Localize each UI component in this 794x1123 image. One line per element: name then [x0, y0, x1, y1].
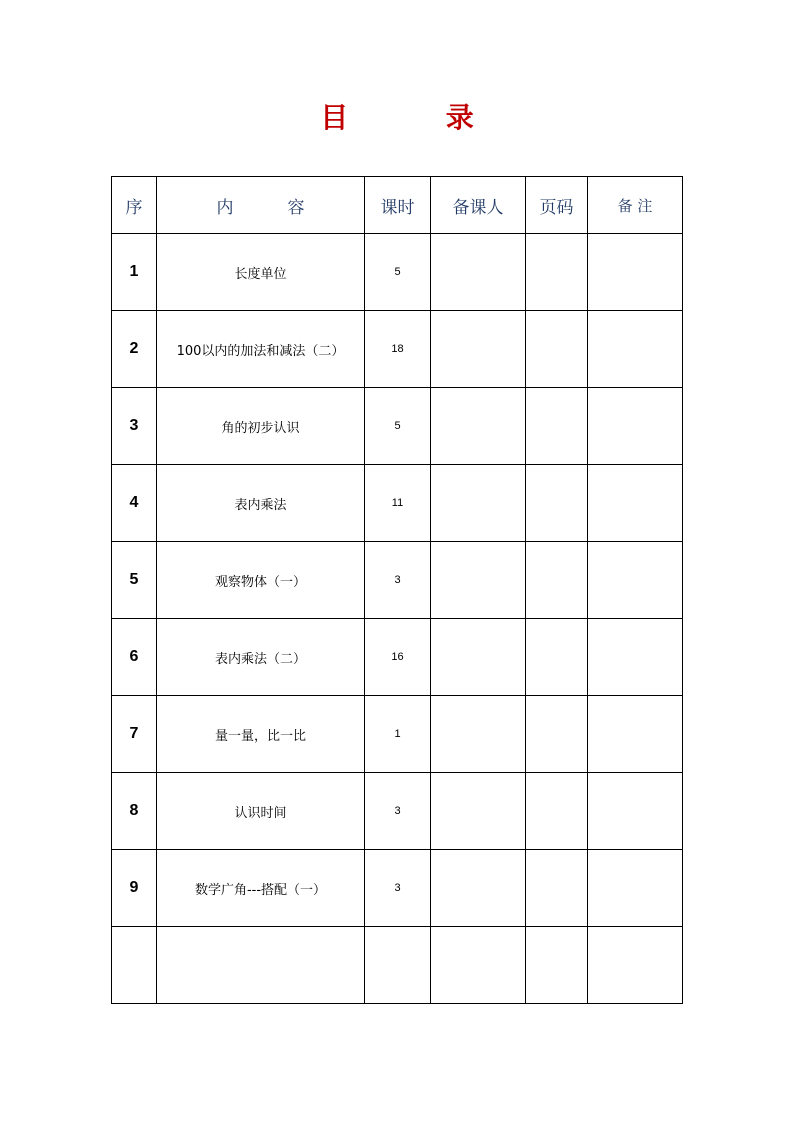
cell-seq: 2 — [112, 311, 157, 388]
cell-seq: 1 — [112, 234, 157, 311]
page-title: 目 录 — [320, 101, 474, 134]
cell-seq — [112, 927, 157, 1004]
header-note: 备 注 — [588, 177, 683, 234]
table-row — [112, 542, 683, 619]
cell-preparer — [431, 234, 526, 311]
table-row — [112, 311, 683, 388]
cell-seq: 6 — [112, 619, 157, 696]
cell-content: 观察物体（一） — [157, 542, 365, 619]
cell-page — [526, 388, 588, 465]
cell-content: 表内乘法（二） — [157, 619, 365, 696]
cell-page — [526, 465, 588, 542]
cell-preparer — [431, 542, 526, 619]
table-row — [112, 927, 683, 1004]
header-row — [112, 177, 683, 234]
cell-note — [588, 542, 683, 619]
cell-seq: 8 — [112, 773, 157, 850]
table-row — [112, 619, 683, 696]
cell-hours: 3 — [365, 542, 431, 619]
cell-content — [157, 927, 365, 1004]
cell-note — [588, 850, 683, 927]
cell-note — [588, 234, 683, 311]
cell-content: 数学广角---搭配（一） — [157, 850, 365, 927]
cell-preparer — [431, 465, 526, 542]
cell-note — [588, 619, 683, 696]
toc-table — [111, 176, 683, 1004]
cell-note — [588, 388, 683, 465]
cell-seq: 7 — [112, 696, 157, 773]
cell-note — [588, 696, 683, 773]
table-row — [112, 388, 683, 465]
cell-content: 认识时间 — [157, 773, 365, 850]
header-content: 内 容 — [157, 177, 365, 234]
header-hours: 课时 — [365, 177, 431, 234]
cell-seq: 5 — [112, 542, 157, 619]
cell-content: 表内乘法 — [157, 465, 365, 542]
cell-content: 量一量，比一比 — [157, 696, 365, 773]
cell-note — [588, 465, 683, 542]
cell-note — [588, 927, 683, 1004]
table-row — [112, 234, 683, 311]
header-seq: 序 — [112, 177, 157, 234]
cell-seq: 9 — [112, 850, 157, 927]
cell-seq: 4 — [112, 465, 157, 542]
cell-page — [526, 773, 588, 850]
cell-preparer — [431, 927, 526, 1004]
cell-preparer — [431, 850, 526, 927]
cell-hours: 3 — [365, 773, 431, 850]
cell-page — [526, 850, 588, 927]
cell-hours: 5 — [365, 388, 431, 465]
cell-hours: 18 — [365, 311, 431, 388]
cell-hours: 1 — [365, 696, 431, 773]
cell-preparer — [431, 696, 526, 773]
cell-page — [526, 619, 588, 696]
cell-preparer — [431, 773, 526, 850]
cell-content: 角的初步认识 — [157, 388, 365, 465]
table-row — [112, 465, 683, 542]
table-row — [112, 850, 683, 927]
table-row — [112, 773, 683, 850]
cell-page — [526, 234, 588, 311]
header-page: 页码 — [526, 177, 588, 234]
cell-page — [526, 696, 588, 773]
cell-note — [588, 311, 683, 388]
cell-hours: 3 — [365, 850, 431, 927]
cell-hours: 5 — [365, 234, 431, 311]
cell-seq: 3 — [112, 388, 157, 465]
cell-hours: 11 — [365, 465, 431, 542]
cell-content: 100以内的加法和减法（二） — [157, 311, 365, 388]
cell-page — [526, 542, 588, 619]
cell-page — [526, 311, 588, 388]
cell-hours: 16 — [365, 619, 431, 696]
cell-preparer — [431, 619, 526, 696]
cell-hours — [365, 927, 431, 1004]
cell-note — [588, 773, 683, 850]
cell-preparer — [431, 388, 526, 465]
cell-page — [526, 927, 588, 1004]
cell-content: 长度单位 — [157, 234, 365, 311]
table-row — [112, 696, 683, 773]
header-preparer: 备课人 — [431, 177, 526, 234]
cell-preparer — [431, 311, 526, 388]
